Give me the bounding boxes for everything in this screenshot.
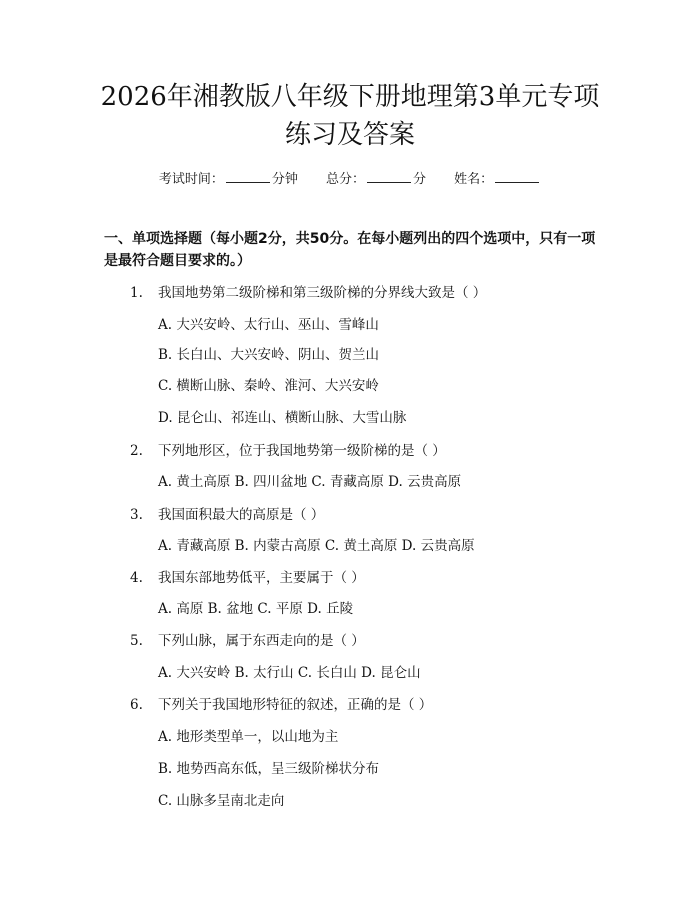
question-3 bbox=[130, 506, 324, 524]
question-text: 我国面积最大的高原是（ ） bbox=[158, 507, 325, 523]
question-text: 我国东部地势低平，主要属于（ ） bbox=[158, 570, 365, 586]
question-number: 1. bbox=[130, 285, 143, 301]
question-number: 4. bbox=[130, 570, 143, 586]
options-3: A. 青藏高原 B. 内蒙古高原 C. 黄土高原 D. 云贵高原 bbox=[158, 538, 475, 554]
options-2: A. 黄土高原 B. 四川盆地 C. 青藏高原 D. 云贵高原 bbox=[158, 474, 462, 490]
option-6b: B. 地势西高东低，呈三级阶梯状分布 bbox=[158, 761, 380, 777]
option-6a: A. 地形类型单一，以山地为主 bbox=[158, 729, 339, 745]
question-number: 3. bbox=[130, 507, 143, 523]
question-text: 下列关于我国地形特征的叙述，正确的是（ ） bbox=[158, 697, 433, 713]
exam-info bbox=[0, 170, 700, 188]
total-score-unit: 分 bbox=[413, 172, 427, 187]
option-1a: A. 大兴安岭、太行山、巫山、雪峰山 bbox=[158, 317, 379, 333]
question-1 bbox=[130, 284, 486, 302]
question-text: 我国地势第二级阶梯和第三级阶梯的分界线大致是（ ） bbox=[158, 285, 487, 301]
title-line-2: 练习及答案 bbox=[284, 120, 415, 150]
options-4: A. 高原 B. 盆地 C. 平原 D. 丘陵 bbox=[158, 601, 354, 617]
student-name bbox=[454, 172, 541, 187]
exam-time-label: 考试时间： bbox=[158, 172, 224, 187]
section-heading: 一、单项选择题（每小题2分，共50分。在每小题列出的四个选项中，只有一项是最符合题目要求的。） bbox=[104, 231, 596, 269]
option-1c: C. 横断山脉、秦岭、淮河、大兴安岭 bbox=[158, 378, 379, 394]
question-text: 下列山脉，属于东西走向的是（ ） bbox=[158, 633, 365, 649]
options-5: A. 大兴安岭 B. 太行山 C. 长白山 D. 昆仑山 bbox=[158, 665, 421, 681]
option-1b: B. 长白山、大兴安岭、阴山、贺兰山 bbox=[158, 347, 380, 363]
question-2 bbox=[130, 442, 446, 460]
question-number: 5. bbox=[130, 633, 143, 649]
question-5 bbox=[130, 632, 365, 650]
total-score-blank bbox=[367, 170, 411, 183]
option-6c: C. 山脉多呈南北走向 bbox=[158, 793, 285, 809]
exam-time-unit: 分钟 bbox=[271, 172, 298, 187]
student-name-label: 姓名： bbox=[454, 172, 494, 187]
student-name-blank bbox=[495, 170, 539, 183]
question-number: 6. bbox=[130, 697, 143, 713]
question-text: 下列地形区，位于我国地势第一级阶梯的是（ ） bbox=[158, 443, 446, 459]
exam-time-blank bbox=[226, 170, 270, 183]
title-line-1: 2026年湘教版八年级下册地理第3单元专项 bbox=[100, 82, 600, 112]
total-score-label: 总分： bbox=[325, 172, 365, 187]
question-number: 2. bbox=[130, 443, 143, 459]
question-4 bbox=[130, 569, 365, 587]
question-6 bbox=[130, 696, 432, 714]
document-title bbox=[0, 78, 700, 154]
option-1d: D. 昆仑山、祁连山、横断山脉、大雪山脉 bbox=[158, 410, 407, 426]
total-score bbox=[326, 172, 430, 187]
exam-time bbox=[159, 172, 302, 187]
